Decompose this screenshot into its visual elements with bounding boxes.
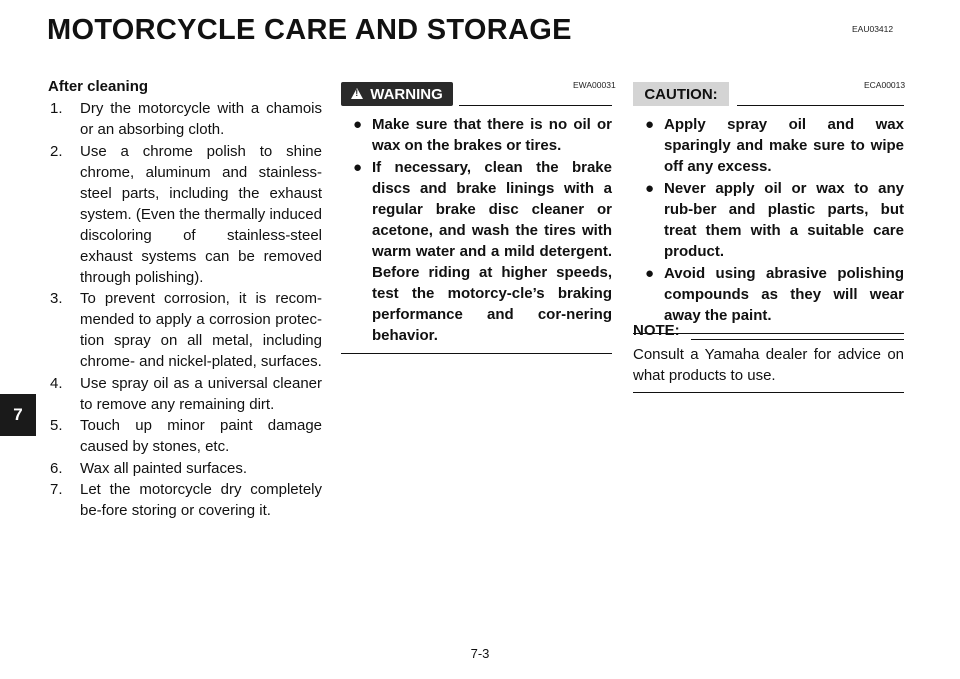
note-box xyxy=(633,320,904,393)
note-header-rule xyxy=(691,339,904,340)
step-text: Dry the motorcycle with a chamois or an absorbing cloth. xyxy=(80,100,322,138)
caution-item-text: Never apply oil or wax to any rub-ber and plastic parts, but treat them with a suitable care product. xyxy=(664,180,904,260)
warning-header-rule xyxy=(459,105,612,106)
note-label: NOTE: xyxy=(633,322,680,339)
step-text: Use a chrome polish to shine chrome, aluminum and stainless-steel parts, including the exhaust system. (Even the thermally induced discoloring of stainless-steel exhaust systems can be removed through polishing). xyxy=(80,142,322,286)
caution-header xyxy=(633,82,904,108)
step-text: Use spray oil as a universal cleaner to remove any remaining dirt. xyxy=(80,374,322,413)
caution-badge xyxy=(633,82,729,106)
warning-item-text: Make sure that there is no oil or wax on the brakes or tires. xyxy=(372,116,612,154)
step-item xyxy=(48,415,322,457)
caution-label: CAUTION: xyxy=(644,85,718,103)
step-number: 3. xyxy=(50,290,63,307)
caution-item-text: Avoid using abrasive polishing compounds as they will wear away the paint. xyxy=(664,265,904,324)
step-text: To prevent corrosion, it is recom-mended to apply a corrosion protec-tion spray on all metal, including chrome- and nickel-plated, surfaces. xyxy=(80,290,322,370)
step-item xyxy=(48,288,322,372)
note-bottom-rule xyxy=(633,392,904,393)
cleaning-steps-list xyxy=(48,98,322,521)
warning-code: EWA00031 xyxy=(573,80,616,90)
bullet-icon: ● xyxy=(645,265,655,282)
warning-item-text: If necessary, clean the brake discs and brake linings with a regular brake disc cleaner or acetone, and wash the tires with warm water and a mild detergent. Before riding at higher speeds, test the motorcy-cle’s braking performance and cor-nering behavior. xyxy=(372,159,612,344)
warning-item xyxy=(341,157,612,346)
warning-triangle-icon xyxy=(351,88,363,99)
caution-header-rule xyxy=(737,105,904,106)
step-item xyxy=(48,98,322,140)
section-tab: 7 xyxy=(0,394,36,436)
step-item xyxy=(48,141,322,288)
after-cleaning-section xyxy=(48,76,322,522)
bullet-icon: ● xyxy=(645,180,655,197)
warning-header xyxy=(341,82,612,108)
caution-item xyxy=(633,263,904,326)
page-title: MOTORCYCLE CARE AND STORAGE xyxy=(47,14,572,46)
note-header xyxy=(633,320,904,344)
warning-list xyxy=(341,114,612,346)
bullet-icon: ● xyxy=(353,116,363,133)
step-item xyxy=(48,458,322,479)
step-item xyxy=(48,373,322,415)
caution-list xyxy=(633,114,904,326)
step-number: 2. xyxy=(50,142,63,160)
document-code: EAU03412 xyxy=(852,24,894,34)
caution-code: ECA00013 xyxy=(864,80,906,90)
step-text: Wax all painted surfaces. xyxy=(80,459,248,477)
caution-box xyxy=(633,82,904,334)
warning-label: WARNING xyxy=(370,85,443,103)
page-number: 7-3 xyxy=(470,646,490,661)
step-item xyxy=(48,479,322,521)
warning-badge xyxy=(341,82,453,106)
step-number: 6. xyxy=(50,459,63,477)
note-text: Consult a Yamaha dealer for advice on what products to use. xyxy=(633,346,904,384)
after-cleaning-heading: After cleaning xyxy=(48,78,149,95)
step-number: 7. xyxy=(50,481,63,498)
step-text: Let the motorcycle dry completely be-fore storing or covering it. xyxy=(80,481,322,519)
caution-item xyxy=(633,114,904,177)
step-number: 4. xyxy=(50,374,63,392)
step-number: 1. xyxy=(50,100,63,117)
warning-item xyxy=(341,114,612,156)
caution-item-text: Apply spray oil and wax sparingly and make sure to wipe off any excess. xyxy=(664,116,904,175)
caution-item xyxy=(633,178,904,262)
bullet-icon: ● xyxy=(645,116,655,133)
warning-box xyxy=(341,82,612,354)
bullet-icon: ● xyxy=(353,159,363,176)
warning-bottom-rule xyxy=(341,353,612,354)
step-text: Touch up minor paint damage caused by stones, etc. xyxy=(80,417,322,455)
step-number: 5. xyxy=(50,417,63,434)
